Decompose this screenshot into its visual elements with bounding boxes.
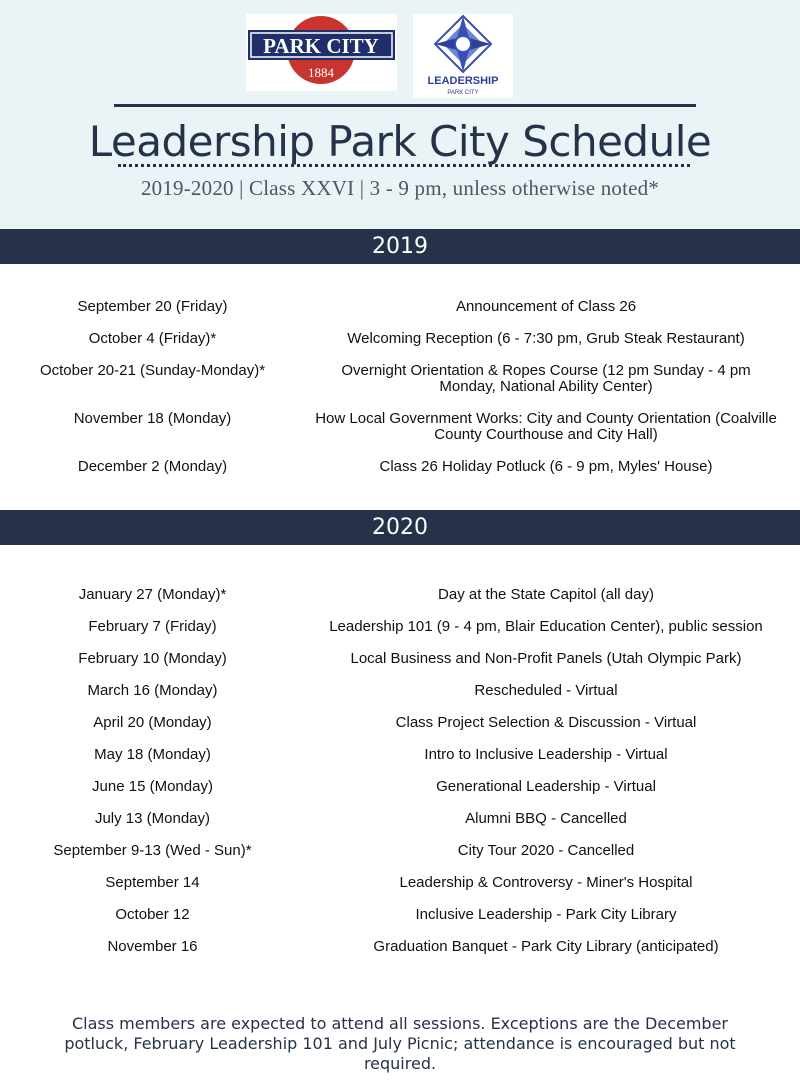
- year-header-2019: 2019: [0, 229, 800, 264]
- schedule-row: [0, 907, 800, 939]
- event-description: City Tour 2020 - Cancelled: [457, 842, 635, 859]
- event-description: Graduation Banquet - Park City Library (anticipated): [373, 938, 719, 955]
- park-city-logo-year: 1884: [308, 65, 334, 80]
- event-date: September 9-13 (Wed - Sun)*: [53, 842, 252, 859]
- event-date: September 20 (Friday): [77, 298, 228, 315]
- schedule-row: [0, 779, 800, 811]
- leadership-logo-text: LEADERSHIP: [427, 75, 499, 87]
- page-subtitle: 2019-2020 | Class XXVI | 3 - 9 pm, unless otherwise noted*: [140, 176, 660, 200]
- schedule-row: [0, 587, 800, 619]
- event-date: October 4 (Friday)*: [88, 330, 217, 347]
- schedule-row: [0, 843, 800, 875]
- event-date: September 14: [105, 874, 200, 891]
- event-date: February 7 (Friday): [88, 618, 217, 635]
- event-date: February 10 (Monday): [78, 650, 227, 667]
- event-date: May 18 (Monday): [94, 746, 211, 763]
- event-description: Generational Leadership - Virtual: [436, 778, 656, 795]
- event-description: Alumni BBQ - Cancelled: [465, 810, 627, 827]
- event-description: Inclusive Leadership - Park City Library: [415, 906, 677, 923]
- schedule-2019: [0, 299, 800, 491]
- event-description: Local Business and Non-Profit Panels (Utah Olympic Park): [350, 650, 742, 667]
- schedule-2020: [0, 587, 800, 971]
- schedule-row: [0, 363, 800, 411]
- schedule-row: [0, 683, 800, 715]
- event-description: Class Project Selection & Discussion - Virtual: [395, 714, 697, 731]
- schedule-row: [0, 747, 800, 779]
- attendance-footnote: Class members are expected to attend all sessions. Exceptions are the December potluck, February Leadership 101 and July Picnic; attendance is encouraged but not required.: [64, 1014, 736, 1073]
- event-date: June 15 (Monday): [92, 778, 213, 795]
- title-rule: [114, 104, 696, 107]
- schedule-row: [0, 875, 800, 907]
- page-title: Leadership Park City Schedule: [88, 117, 712, 166]
- schedule-row: [0, 331, 800, 363]
- schedule-row: [0, 299, 800, 331]
- event-date: November 16: [107, 938, 198, 955]
- event-date: July 13 (Monday): [94, 810, 211, 827]
- event-date: October 20-21 (Sunday-Monday)*: [39, 362, 266, 379]
- schedule-row: [0, 411, 800, 459]
- park-city-logo-text: PARK CITY: [263, 34, 379, 58]
- event-date: March 16 (Monday): [87, 682, 218, 699]
- year-header-2020: 2020: [0, 510, 800, 545]
- schedule-row: [0, 811, 800, 843]
- event-description: Leadership & Controversy - Miner's Hospital: [399, 874, 693, 891]
- event-date: December 2 (Monday): [77, 458, 228, 475]
- event-description: Class 26 Holiday Potluck (6 - 9 pm, Myles' House): [379, 458, 713, 475]
- event-date: January 27 (Monday)*: [78, 586, 227, 603]
- schedule-row: [0, 939, 800, 971]
- leadership-logo: [413, 14, 513, 98]
- schedule-row: [0, 459, 800, 491]
- event-description: Rescheduled - Virtual: [474, 682, 618, 699]
- event-date: April 20 (Monday): [93, 714, 212, 731]
- event-date: October 12: [115, 906, 190, 923]
- event-description: How Local Government Works: City and County Orientation (Coalville County Courthouse and City Hall): [315, 410, 777, 443]
- schedule-row: [0, 715, 800, 747]
- event-description: Intro to Inclusive Leadership - Virtual: [424, 746, 668, 763]
- park-city-logo: [246, 14, 397, 91]
- event-description: Leadership 101 (9 - 4 pm, Blair Education Center), public session: [329, 618, 763, 635]
- event-description: Announcement of Class 26: [455, 298, 637, 315]
- event-description: Overnight Orientation & Ropes Course (12 pm Sunday - 4 pm Monday, National Ability Center): [341, 362, 751, 395]
- event-date: November 18 (Monday): [73, 410, 232, 427]
- event-description: Welcoming Reception (6 - 7:30 pm, Grub Steak Restaurant): [347, 330, 745, 347]
- schedule-row: [0, 651, 800, 683]
- title-dotted-divider: [118, 164, 690, 167]
- event-description: Day at the State Capitol (all day): [438, 586, 654, 603]
- leadership-logo-subtext: PARK CITY: [447, 90, 479, 96]
- schedule-row: [0, 619, 800, 651]
